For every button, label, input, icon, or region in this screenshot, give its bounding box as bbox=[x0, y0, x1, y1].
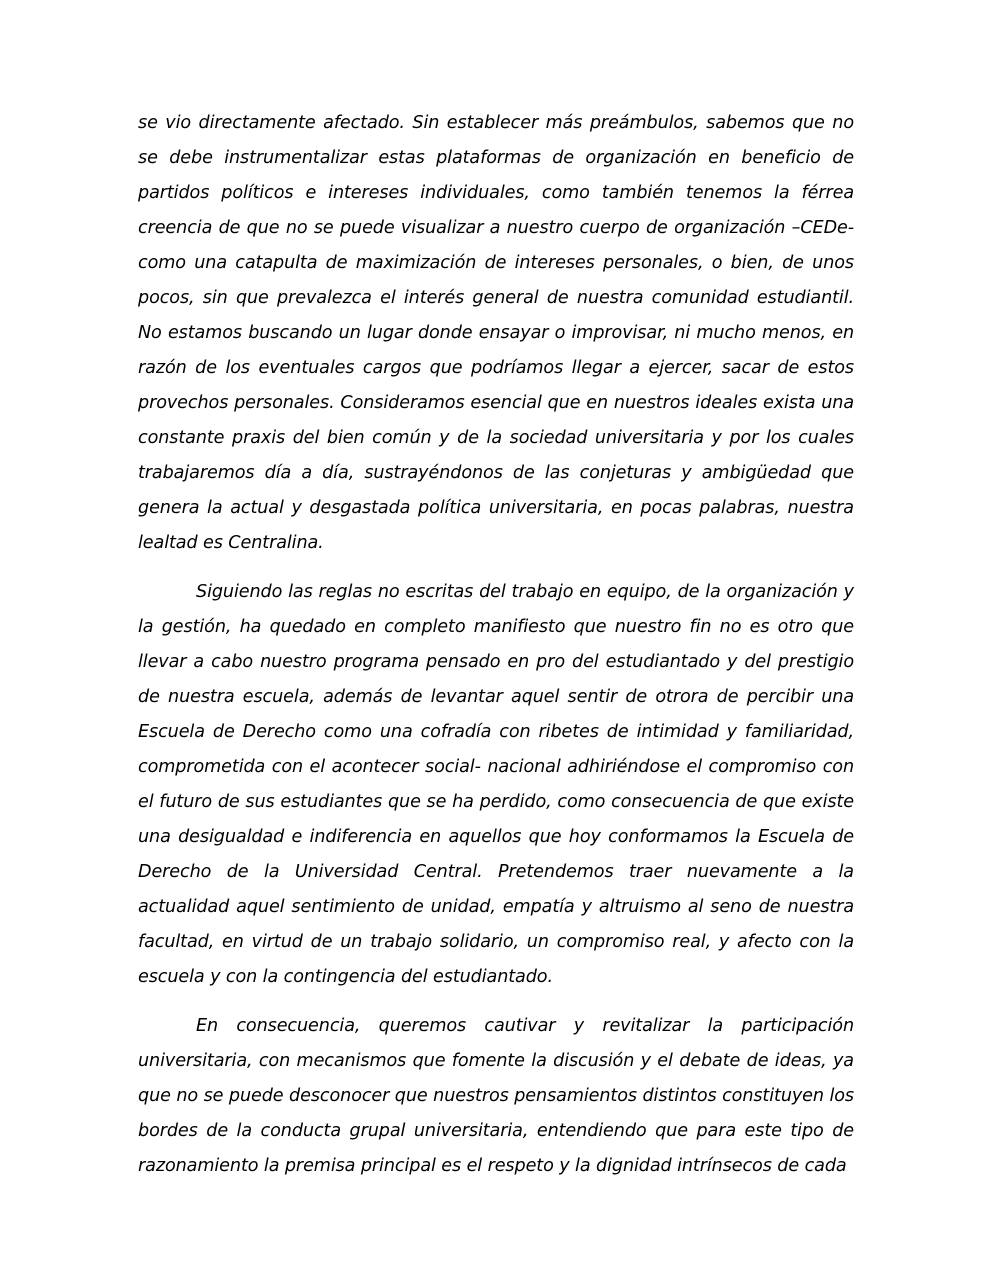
document-page bbox=[138, 106, 854, 1184]
paragraph-1: se vio directamente afectado. Sin establecer más preámbulos, sabemos que no se debe instrumentalizar estas plataformas de organización en beneficio de partidos políticos e intereses individuales, como también tenemos la férrea creencia de que no se puede visualizar a nuestro cuerpo de organización –CEDe- como una catapulta de maximización de intereses personales, o bien, de unos pocos, sin que prevalezca el interés general de nuestra comunidad estudiantil. No estamos buscando un lugar donde ensayar o improvisar, ni mucho menos, en razón de los eventuales cargos que podríamos llegar a ejercer, sacar de estos provechos personales. Consideramos esencial que en nuestros ideales exista una constante praxis del bien común y de la sociedad universitaria y por los cuales trabajaremos día a día, sustrayéndonos de las conjeturas y ambigüedad que genera la actual y desgastada política universitaria, en pocas palabras, nuestra lealtad es Centralina. bbox=[138, 113, 854, 553]
paragraph-2: Siguiendo las reglas no escritas del trabajo en equipo, de la organización y la gestión, ha quedado en completo manifiesto que nuestro fin no es otro que llevar a cabo nuestro programa pensado en pro del estudiantado y del prestigio de nuestra escuela, además de levantar aquel sentir de otrora de percibir una Escuela de Derecho como una cofradía con ribetes de intimidad y familiaridad, comprometida con el acontecer social- nacional adhiriéndose el compromiso con el futuro de sus estudiantes que se ha perdido, como consecuencia de que existe una desigualdad e indiferencia en aquellos que hoy conformamos la Escuela de Derecho de la Universidad Central. Pretendemos traer nuevamente a la actualidad aquel sentimiento de unidad, empatía y altruismo al seno de nuestra facultad, en virtud de un trabajo solidario, un compromiso real, y afecto con la escuela y con la contingencia del estudiantado. bbox=[138, 582, 854, 987]
paragraph-3: En consecuencia, queremos cautivar y revitalizar la participación universitaria, con mecanismos que fomente la discusión y el debate de ideas, ya que no se puede desconocer que nuestros pensamientos distintos constituyen los bordes de la conducta grupal universitaria, entendiendo que para este tipo de razonamiento la premisa principal es el respeto y la dignidad intrínsecos de cada bbox=[138, 1016, 854, 1176]
